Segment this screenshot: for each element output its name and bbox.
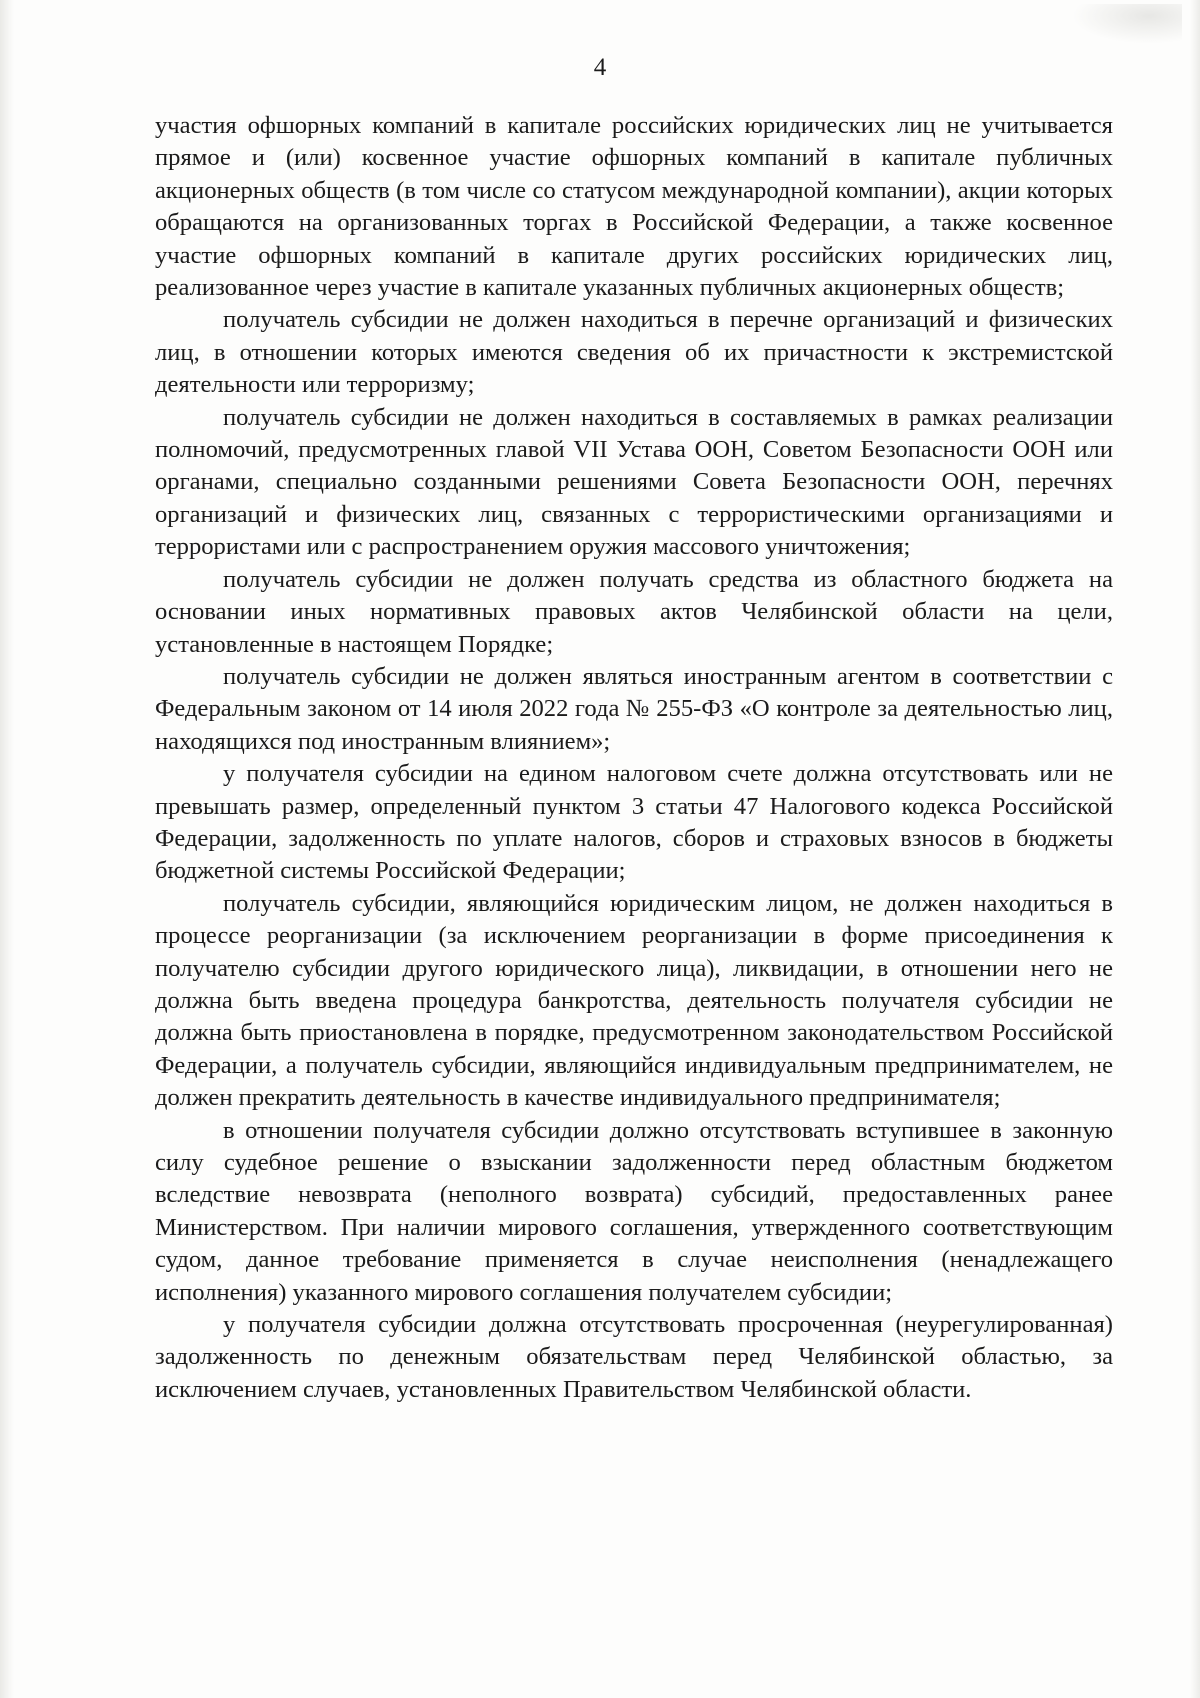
paragraph-foreign-agent: получатель субсидии не должен являться иностранным агентом в соответствии с Федеральным законом от 14 июля 2022 года № 255-ФЗ «О контроле за деятельностью лиц, находящихся под иностранным влиянием»; (155, 662, 1113, 755)
paragraph-overdue-obligations: у получателя субсидии должна отсутствовать просроченная (неурегулированная) задолженность по денежным обязательствам перед Челябинской областью, за исключением случаев, установленных Правительством Челябинской области. (155, 1311, 1113, 1403)
paragraph-offshore-participation: участия офшорных компаний в капитале российских юридических лиц не учитывается прямое и (или) косвенное участие офшорных компаний в капитале публичных акционерных обществ (в том числе со статусом международной компании), акции которых обращаются на организованных торгах в Российской Федерации, а также косвенное участие офшорных компаний в капитале других российских юридических лиц, реализованное через участие в капитале указанных публичных акционерных обществ; (155, 112, 1113, 302)
paragraph-un-sanctions-list: получатель субсидии не должен находиться в составляемых в рамках реализации полномочий, предусмотренных главой VII Устава ООН, Советом Безопасности ООН или органами, специально созданными решениями Совета Безопасности ООН, перечнях организаций и физических лиц, связанных с террористическими организациями и террористами или с распространением оружия массового уничтожения; (155, 403, 1113, 561)
paragraph-reorganization: получатель субсидии, являющийся юридическим лицом, не должен находиться в процессе реорганизации (за исключением реорганизации в форме присоединения к получателю субсидии другого юридического лица), ликвидации, в отношении него не должна быть введена процедура банкротства, деятельность получателя субсидии не должна быть приостановлена в порядке, предусмотренном законодательством Российской Федерации, а получатель субсидии, являющийся индивидуальным предпринимателем, не должен прекратить деятельность в качестве индивидуального предпринимателя; (155, 889, 1113, 1112)
scan-edge-left (0, 0, 14, 1698)
paragraph-other-regional-funds: получатель субсидии не должен получать средства из областного бюджета на основании иных нормативных правовых актов Челябинской области на цели, установленные в настоящем Порядке; (155, 565, 1113, 658)
paragraph-court-decision: в отношении получателя субсидии должно отсутствовать вступившее в законную силу судебное решение о взыскании задолженности перед областным бюджетом вследствие невозврата (неполного возврата) субсидий, предоставленных ранее Министерством. При наличии мирового соглашения, утвержденного соответствующим судом, данное требование применяется в случае неисполнения (ненадлежащего исполнения) указанного мирового соглашения получателем субсидии; (155, 1116, 1113, 1306)
document-body (155, 110, 1113, 1406)
page-number: 4 (593, 54, 607, 81)
paragraph-tax-debt: у получателя субсидии на едином налоговом счете должна отсутствовать или не превышать размер, определенный пунктом 3 статьи 47 Налогового кодекса Российской Федерации, задолженность по уплате налогов, сборов и страховых взносов в бюджеты бюджетной системы Российской Федерации; (155, 760, 1113, 885)
paragraph-extremism-list: получатель субсидии не должен находиться в перечне организаций и физических лиц, в отношении которых имеются сведения об их причастности к экстремистской деятельности или терроризму; (155, 306, 1113, 399)
scan-artifact (1072, 4, 1182, 44)
scan-edge-right (1190, 0, 1200, 1698)
